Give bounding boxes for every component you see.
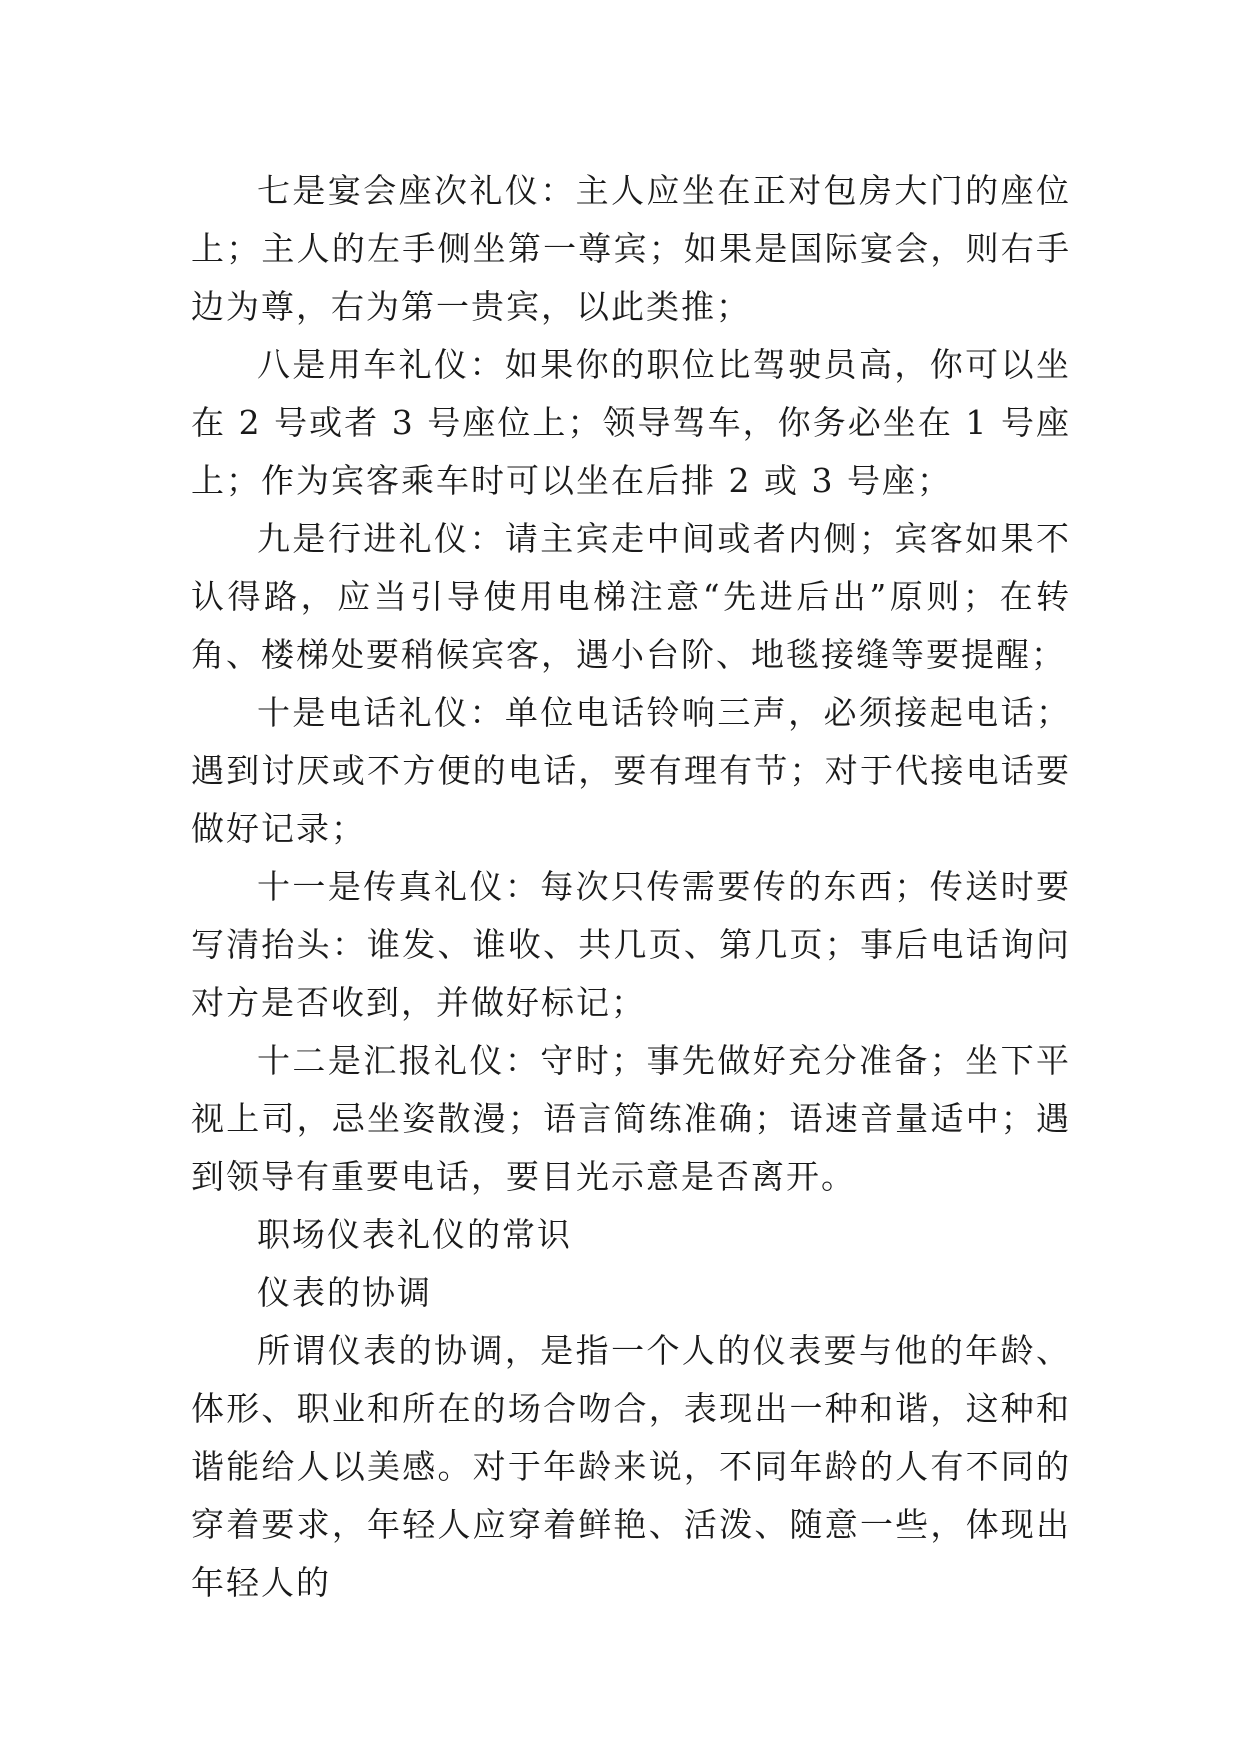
section-heading: 职场仪表礼仪的常识 (257, 1215, 572, 1254)
paragraph-banquet-seating: 七是宴会座次礼仪：主人应坐在正对包房大门的座位上；主人的左手侧坐第一尊宾；如果是国际宴会，则右手边为尊，右为第一贵宾，以此类推； (191, 171, 1071, 326)
paragraph-appearance-coordination: 所谓仪表的协调，是指一个人的仪表要与他的年龄、体形、职业和所在的场合吻合，表现出一种和谐，这种和谐能给人以美感。对于年龄来说，不同年龄的人有不同的穿着要求，年轻人应穿着鲜艳、活泼、随意一些，体现出年轻人的 (191, 1331, 1071, 1602)
paragraph-car-etiquette: 八是用车礼仪：如果你的职位比驾驶员高，你可以坐在 2 号或者 3 号座位上；领导驾车，你务必坐在 1 号座上；作为宾客乘车时可以坐在后排 2 或 3 号座； (191, 345, 1071, 500)
paragraph-walking-etiquette: 九是行进礼仪：请主宾走中间或者内侧；宾客如果不认得路，应当引导使用电梯注意“先进后出”原则；在转角、楼梯处要稍候宾客，遇小台阶、地毯接缝等要提醒； (191, 519, 1071, 674)
paragraph-report-etiquette: 十二是汇报礼仪：守时；事先做好充分准备；坐下平视上司，忌坐姿散漫；语言简练准确；语速音量适中；遇到领导有重要电话，要目光示意是否离开。 (191, 1041, 1071, 1196)
document-body (191, 162, 1071, 1612)
paragraph-fax-etiquette: 十一是传真礼仪：每次只传需要传的东西；传送时要写清抬头：谁发、谁收、共几页、第几页；事后电话询问对方是否收到，并做好标记； (191, 867, 1071, 1022)
paragraph-phone-etiquette: 十是电话礼仪：单位电话铃响三声，必须接起电话；遇到讨厌或不方便的电话，要有理有节；对于代接电话要做好记录； (191, 693, 1071, 848)
subsection-heading: 仪表的协调 (257, 1273, 432, 1312)
